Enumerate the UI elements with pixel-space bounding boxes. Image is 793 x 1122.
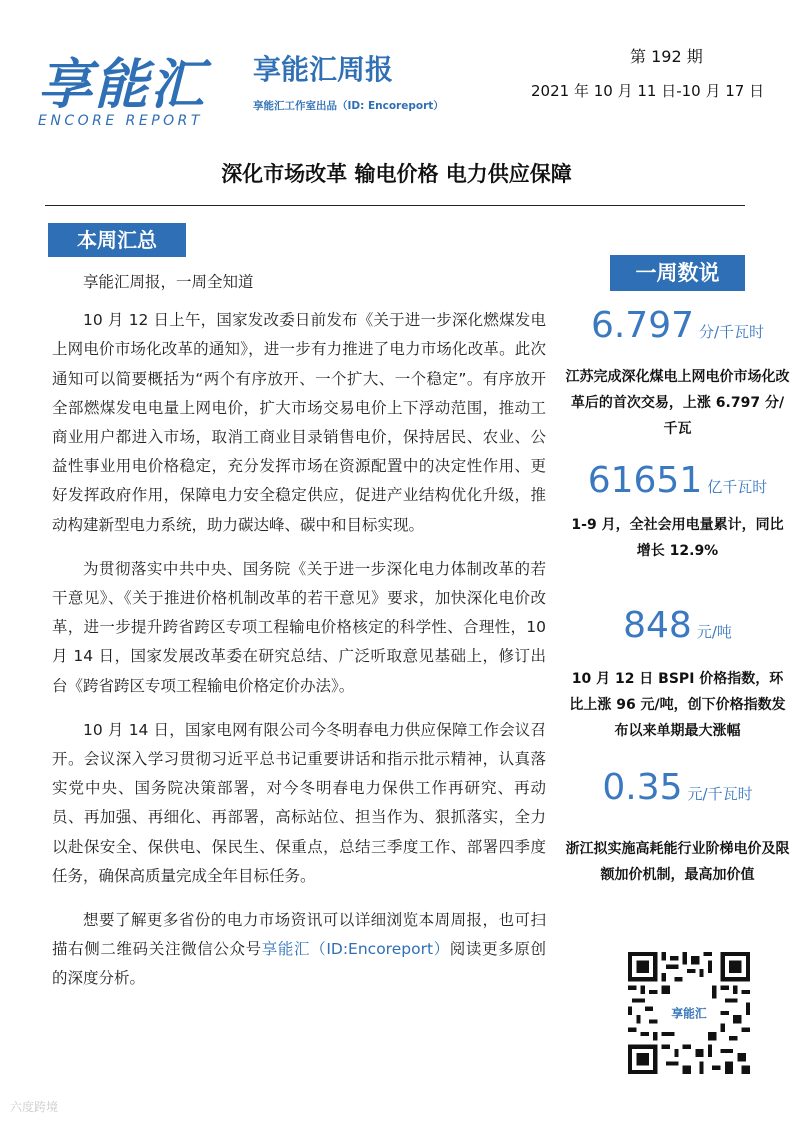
stat-description-3: 10 月 12 日 BSPI 价格指数，环比上涨 96 元/吨，创下价格指数发布以来单期最大涨幅 bbox=[569, 671, 786, 739]
qr-code bbox=[628, 952, 750, 1074]
brand-title: 享能汇周报 bbox=[253, 53, 394, 86]
stat-unit: 亿千瓦时 bbox=[707, 478, 768, 496]
stat-unit: 元/千瓦时 bbox=[687, 785, 753, 803]
issue-number: 第 192 期 bbox=[630, 47, 703, 66]
stat-number: 848 bbox=[623, 605, 692, 646]
stat-description-2: 1-9 月，全社会用电量累计，同比增长 12.9% bbox=[571, 517, 784, 559]
summary-intro: 享能汇周报，一周全知道 bbox=[83, 273, 254, 291]
stat-description-4: 浙江拟实施高耗能行业阶梯电价及限额加价机制，最高加价值 bbox=[565, 841, 790, 883]
stat-number: 6.797 bbox=[590, 305, 694, 346]
summary-body bbox=[52, 268, 546, 1009]
stat-unit: 元/吨 bbox=[696, 623, 732, 641]
stat-unit: 分/千瓦时 bbox=[699, 323, 765, 341]
date-range: 2021 年 10 月 11 日-10 月 17 日 bbox=[531, 82, 765, 100]
stat-value-1 bbox=[565, 305, 790, 346]
closing-text: 想要了解更多省份的电力市场资讯可以详细浏览本周周报，也可扫描右侧二维码关注微信公众号 bbox=[52, 911, 546, 959]
stat-value-4 bbox=[565, 767, 790, 808]
summary-closing bbox=[52, 906, 546, 994]
stat-number: 61651 bbox=[587, 460, 703, 501]
stat-value-3 bbox=[565, 605, 790, 646]
watermark: 六度跨境 bbox=[10, 1100, 59, 1114]
stat-description-1: 江苏完成深化煤电上网电价市场化改革后的首次交易，上涨 6.797 分/千瓦 bbox=[565, 369, 790, 437]
header-divider bbox=[45, 205, 745, 206]
logo-subtitle: ENCORE REPORT bbox=[38, 113, 203, 129]
wechat-account-link[interactable]: 享能汇（ID:Encoreport） bbox=[261, 940, 450, 959]
stat-number: 0.35 bbox=[602, 767, 683, 808]
brand-subtitle: 享能汇工作室出品（ID: Encoreport） bbox=[253, 100, 444, 112]
summary-paragraph-2: 为贯彻落实中共中央、国务院《关于进一步深化电力体制改革的若干意见》、《关于推进价格机制改革的若干意见》要求，加快深化电价改革，进一步提升跨省跨区专项工程输电价格核定的科学性、合理性，10 月 14 日，国家发展改革委在研究总结、广泛听取意见基础上，修订出台《跨省跨区专项工程输电价格定价办法》。 bbox=[52, 559, 546, 695]
qr-center-logo: 享能汇 bbox=[671, 1006, 707, 1021]
stats-section-tag: 一周数说 bbox=[610, 255, 745, 291]
page-headline: 深化市场改革 输电价格 电力供应保障 bbox=[221, 162, 572, 186]
closing-text-end: 阅读更多原创的深度分析。 bbox=[52, 940, 546, 988]
summary-section-tag: 本周汇总 bbox=[48, 223, 186, 257]
summary-paragraph-3: 10 月 14 日，国家电网有限公司今冬明春电力供应保障工作会议召开。会议深入学习贯彻习近平总书记重要讲话和指示批示精神，认真落实党中央、国务院决策部署，对今冬明春电力保供工作再研究、再动员、再加强、再细化、再部署，高标站位、担当作为、狠抓落实，全力以赴保安全、保供电、保民生、保重点，总结三季度工作、部署四季度任务，确保高质量完成全年目标任务。 bbox=[52, 720, 546, 885]
summary-paragraph-1: 10 月 12 日上午，国家发改委日前发布《关于进一步深化燃煤发电上网电价市场化改革的通知》，进一步有力推进了电力市场化改革。此次通知可以简要概括为“两个有序放开、一个扩大、一个稳定”。有序放开全部燃煤发电电量上网电价，扩大市场交易电价上下浮动范围，推动工商业用户都进入市场，取消工商业目录销售电价，保持居民、农业、公益性事业用电价格稳定，充分发挥市场在资源配置中的决定性作用、更好发挥政府作用，保障电力安全稳定供应，促进产业结构优化升级，推动构建新型电力系统，助力碳达峰、碳中和目标实现。 bbox=[52, 311, 546, 534]
stat-value-2 bbox=[565, 460, 790, 501]
logo: 享能汇 bbox=[38, 53, 206, 116]
